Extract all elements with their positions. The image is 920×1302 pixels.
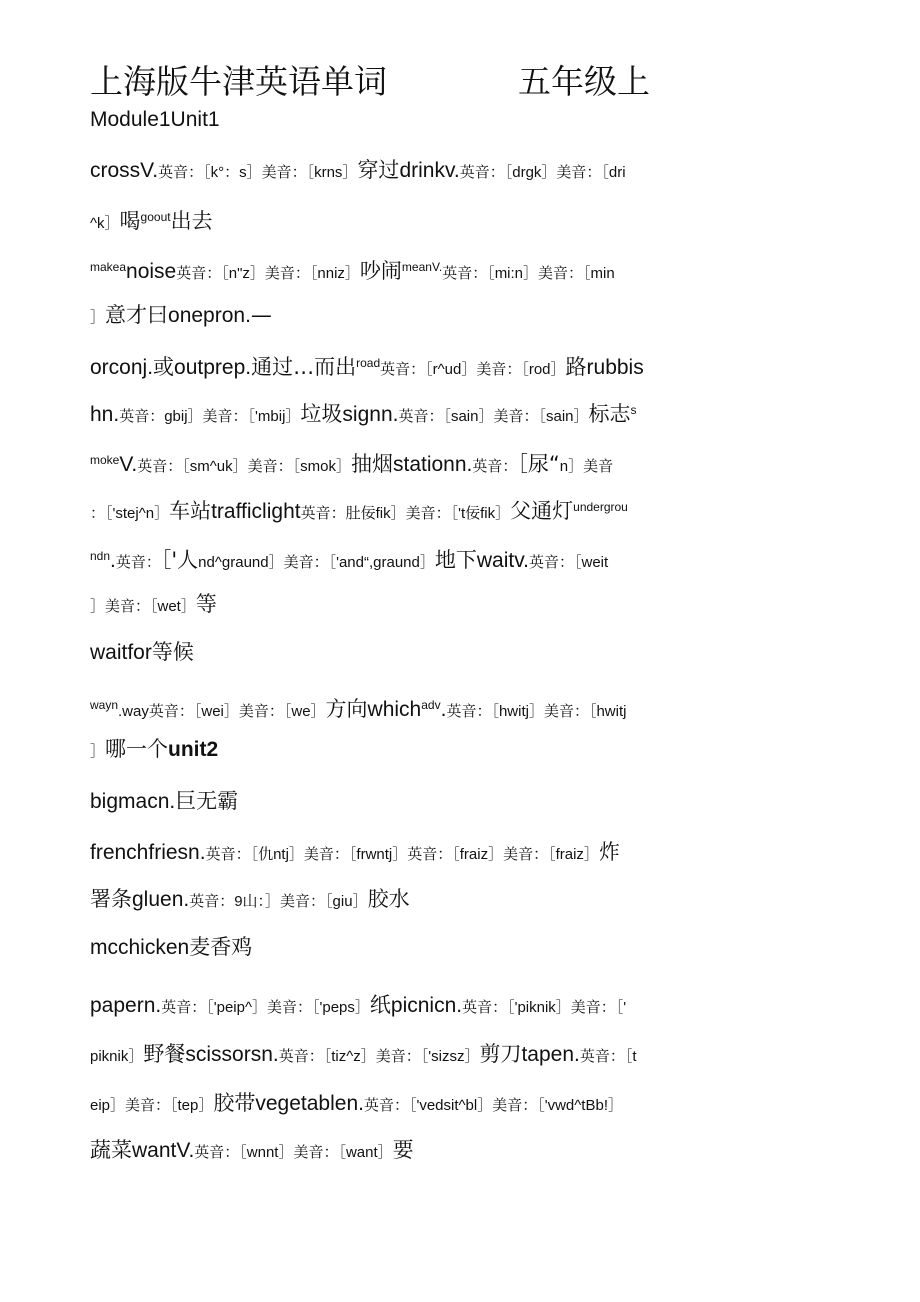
vocab-line <box>90 884 780 917</box>
vocab-word: noise <box>126 260 177 283</box>
chinese-meaning: 等候 <box>151 640 194 664</box>
vocab-word: V. <box>119 453 138 476</box>
pronunciation-text: 英音：［'vedsit^bl］美音：［'vwd^tBb!］ <box>363 1097 623 1114</box>
chinese-meaning: 意才曰 <box>105 303 169 327</box>
vocab-line <box>90 690 780 727</box>
chinese-meaning: 穿过 <box>357 158 400 182</box>
vocab-line <box>90 445 780 482</box>
vocab-word: wantV. <box>132 1139 195 1162</box>
vocab-word: onepron. <box>168 304 251 327</box>
vocab-line <box>90 300 780 333</box>
vocab-word: frenchfriesn. <box>90 841 206 864</box>
pronunciation-text: 英音：［t <box>579 1048 637 1065</box>
pronunciation-text: eip］美音：［tep］ <box>90 1097 214 1114</box>
vocab-line <box>90 990 780 1023</box>
vocab-word: gluen. <box>132 888 190 911</box>
chinese-meaning: 胶水 <box>367 887 410 911</box>
pronunciation-text: 英音：［sm^uk］美音：［smok］ <box>137 458 351 475</box>
vocab-word: waitfor <box>90 641 152 664</box>
chinese-meaning: 剪刀 <box>479 1042 522 1066</box>
chinese-meaning: 路 <box>565 355 587 379</box>
vocab-line <box>90 1135 780 1168</box>
unit-heading: unit2 <box>168 738 219 761</box>
chinese-meaning: 野餐 <box>143 1042 186 1066</box>
vocab-word: trafficlight <box>211 500 301 523</box>
superscript-word: s <box>630 403 637 417</box>
chinese-meaning: 等 <box>195 592 217 616</box>
chinese-meaning: 哪一个 <box>105 737 169 761</box>
pronunciation-text: 英音：肚佞fik］美音：［'t佞fik］ <box>300 505 511 522</box>
pronunciation-text: ^k］ <box>90 215 120 232</box>
vocab-line <box>90 395 780 432</box>
page-title <box>90 62 650 102</box>
chinese-meaning: 吵闹 <box>359 259 402 283</box>
chinese-meaning: 出去 <box>170 209 213 233</box>
chinese-meaning: 炸 <box>598 840 620 864</box>
vocab-line <box>90 786 780 817</box>
vocab-word: crossV. <box>90 159 159 182</box>
superscript-word: moke <box>90 453 120 467</box>
vocab-line <box>90 252 780 289</box>
pronunciation-text: 英音：［tiz^z］美音：［'sizsz］ <box>278 1048 480 1065</box>
vocab-word: signn. <box>342 403 399 426</box>
title-text: 上海版牛津英语单词 <box>90 62 387 101</box>
pronunciation-text: 英音：［weit <box>529 554 609 571</box>
chinese-meaning: 麦香鸡 <box>189 935 253 959</box>
pronunciation-text: 英音：［'piknik］美音：［' <box>462 999 627 1016</box>
chinese-meaning: 胶带 <box>213 1091 256 1115</box>
vocab-word: orconj. <box>90 356 154 379</box>
vocab-line <box>90 1039 780 1072</box>
vocab-word: scissorsn. <box>185 1043 279 1066</box>
chinese-meaning: ［'人 <box>160 548 199 572</box>
vocab-word: rubbis <box>586 356 644 379</box>
vocab-word: stationn. <box>392 453 473 476</box>
vocab-word: which <box>367 698 422 721</box>
chinese-meaning: 喝 <box>119 209 141 233</box>
vocab-word: outprep. <box>174 356 252 379</box>
vocab-line <box>90 589 780 622</box>
vocab-line <box>90 348 780 385</box>
module-heading: Module1Unit1 <box>90 108 220 131</box>
chinese-meaning: 地下 <box>434 548 477 572</box>
vocab-word: tapen. <box>521 1043 580 1066</box>
chinese-meaning: 标志 <box>588 402 631 426</box>
vocab-word: . <box>440 698 447 721</box>
vocab-word: vegetablen. <box>255 1092 364 1115</box>
pronunciation-text: ］ <box>90 309 106 326</box>
pronunciation-text: ：［'stej^n］ <box>90 505 170 522</box>
grade-label: 五年级上 <box>518 62 650 101</box>
chinese-meaning: 署条 <box>90 887 132 911</box>
pronunciation-text: 英音：［mi:n］美音：［min <box>442 265 615 282</box>
chinese-meaning: 巨无霸 <box>175 789 239 813</box>
superscript-word: adv <box>421 698 441 712</box>
chinese-meaning: 通过…而出 <box>251 355 357 379</box>
chinese-meaning: 或 <box>153 355 175 379</box>
pronunciation-text: n］美音 <box>559 458 614 475</box>
chinese-meaning: 纸 <box>369 993 391 1017</box>
vocab-word: picnicn. <box>390 994 463 1017</box>
pronunciation-text: 英音：［r^ud］美音：［rod］ <box>380 361 566 378</box>
superscript-word: ndn <box>90 549 111 563</box>
vocab-line <box>90 541 780 578</box>
chinese-meaning: 抽烟 <box>350 452 393 476</box>
vocab-line <box>90 202 780 239</box>
vocab-word: hn. <box>90 403 120 426</box>
chinese-meaning: 垃圾 <box>300 402 343 426</box>
vocab-word: mcchicken <box>90 936 190 959</box>
vocab-line <box>90 1088 780 1121</box>
vocab-word: waitv. <box>476 549 529 572</box>
pronunciation-text: 英音：［仇ntj］美音：［frwntj］英音：［fraiz］美音：［fraiz］ <box>205 846 599 863</box>
chinese-meaning: 车站 <box>169 499 212 523</box>
pronunciation-text: 英音：［sain］美音：［sain］ <box>398 408 589 425</box>
vocab-line <box>90 837 780 870</box>
vocab-word: papern. <box>90 994 162 1017</box>
pronunciation-text: 英音：9山：］美音：［giu］ <box>189 893 368 910</box>
vocab-word: drinkv. <box>399 159 460 182</box>
chinese-meaning: 蔬菜 <box>90 1138 132 1162</box>
vocab-line <box>90 932 780 963</box>
superscript-word: wayn <box>90 698 119 712</box>
vocab-line <box>90 155 780 188</box>
superscript-word: meanV. <box>401 260 443 274</box>
pronunciation-text: .way英音：［wei］美音：［we］ <box>118 703 326 720</box>
pronunciation-text: 英音： <box>472 458 518 475</box>
pronunciation-text: 英音：［k°：s］美音：［krns］ <box>158 164 358 181</box>
pronunciation-text: 英音：［n"z］美音：［nniz］ <box>176 265 360 282</box>
pronunciation-text: nd^graund］美音：［'and“,graund］ <box>198 554 435 571</box>
pronunciation-text: 英音：［'peip^］美音：［'peps］ <box>161 999 370 1016</box>
pronunciation-text: 英音：［wnnt］美音：［want］ <box>194 1144 393 1161</box>
pronunciation-text: 英音：gbij］美音：［'mbij］ <box>119 408 301 425</box>
vocab-line <box>90 637 780 668</box>
chinese-meaning: 父通灯 <box>510 499 574 523</box>
vocab-word: . <box>110 549 116 572</box>
vocab-line <box>90 734 780 767</box>
pronunciation-text: 英音：［drgk］美音：［dri <box>459 164 626 181</box>
pronunciation-text: 英音： <box>115 554 161 571</box>
pronunciation-text: piknik］ <box>90 1048 144 1065</box>
superscript-word: goout <box>140 210 171 224</box>
vocab-line <box>90 492 780 529</box>
superscript-word: undergrou <box>573 500 628 514</box>
superscript-word: road <box>356 356 381 370</box>
pronunciation-text: ］ <box>90 743 106 760</box>
chinese-meaning: 要 <box>392 1138 414 1162</box>
pronunciation-text: 英音：［hwitj］美音：［hwitj <box>446 703 627 720</box>
superscript-word: makea <box>90 260 127 274</box>
chinese-meaning: — <box>250 303 272 327</box>
pronunciation-text: ］美音：［wet］ <box>90 598 196 615</box>
vocab-word: bigmacn. <box>90 790 176 813</box>
chinese-meaning: ［尿“ <box>517 452 560 476</box>
chinese-meaning: 方向 <box>325 697 368 721</box>
